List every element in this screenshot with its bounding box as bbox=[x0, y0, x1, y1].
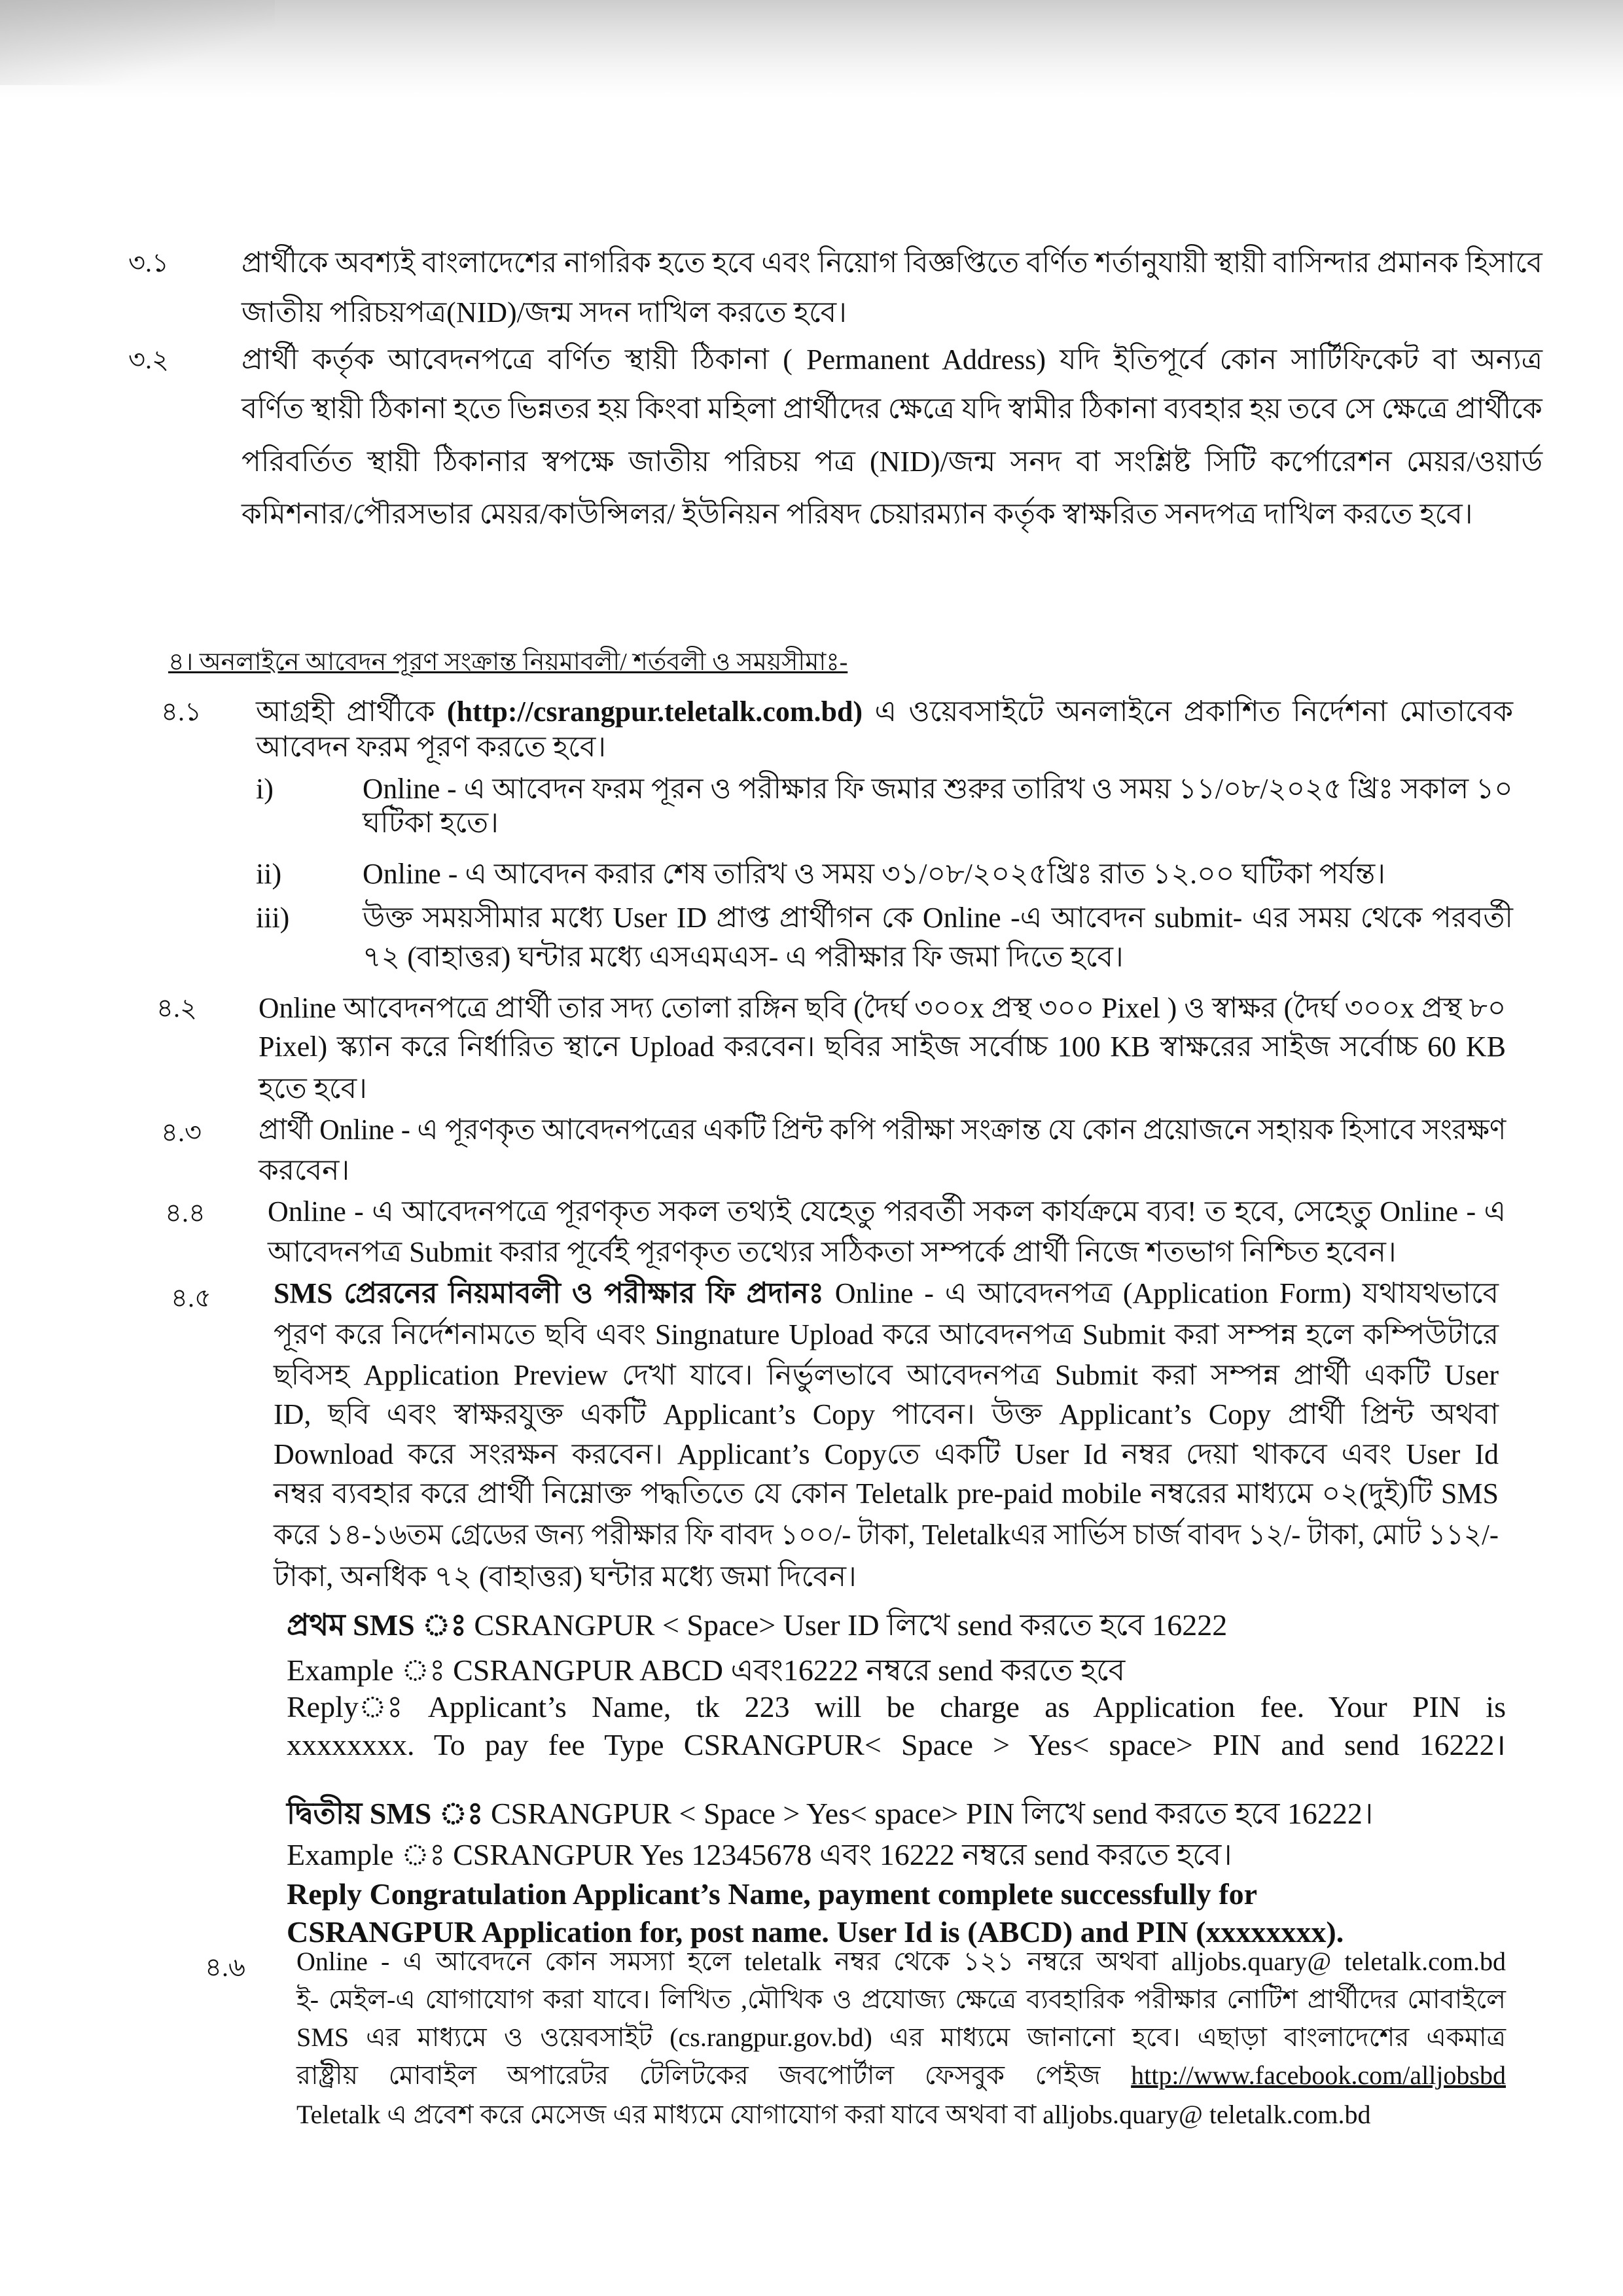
item-3-1-number: ৩.১ bbox=[128, 248, 169, 277]
sub-item-iii-line-1: উক্ত সময়সীমার মধ্যে User ID প্রাপ্ত প্রার্থীগন কে Online -এ আবেদন submit- এর সময় থেকে পরবর্তী bbox=[363, 902, 1513, 934]
item-4-6-line-2: ই- মেইল-এ যোগাযোগ করা যাবে। লিখিত ,মৌখিক ও প্রযোজ্য ক্ষেত্রে ব্যবহারিক পরীক্ষার নোটিশ প্রার্থীদের মোবাইলে bbox=[296, 1985, 1506, 2014]
sub-item-iii-label: iii) bbox=[256, 902, 290, 934]
item-4-4-line-2: আবেদনপত্র Submit করার পূর্বেই পূরণকৃত তথ্যের সঠিকতা সম্পর্কে প্রার্থী নিজে শতভাগ নিশ্চিত হবেন। bbox=[268, 1236, 1397, 1268]
sub-item-i-line-1: Online - এ আবেদন ফরম পূরন ও পরীক্ষার ফি জমার শুরুর তারিখ ও সময় ১১/০৮/২০২৫ খ্রিঃ সকাল ১০ bbox=[363, 773, 1513, 805]
item-4-2-line-2: Pixel) স্ক্যান করে নির্ধারিত স্থানে Upload করবেন। ছবির সাইজ সর্বোচ্চ 100 KB স্বাক্ষরের সাইজ সর্বোচ্চ 60 KB bbox=[259, 1031, 1506, 1063]
teletalk-url: (http://csrangpur.teletalk.com.bd) bbox=[446, 696, 863, 728]
item-4-4-line-1: Online - এ আবেদনপত্রে পূরণকৃত সকল তথ্যই যেহেতু পরবর্তী সকল কার্যক্রমে ব্যব! ত হবে, সেহেতু Online - এ bbox=[268, 1195, 1506, 1227]
item-3-2-line-4: কমিশনার/পৌরসভার মেয়র/কাউন্সিলর/ ইউনিয়ন পরিষদ চেয়ারম্যান কর্তৃক স্বাক্ষরিত সনদপত্র দাখিল করতে হবে। bbox=[241, 498, 1473, 530]
sub-item-iii-line-2: ৭২ (বাহাত্তর) ঘন্টার মধ্যে এসএমএস- এ পরীক্ষার ফি জমা দিতে হবে। bbox=[363, 941, 1124, 973]
item-4-5-line-3: ছবিসহ Application Preview দেখা যাবে। নির্ভুলভাবে আবেদনপত্র Submit করা সম্পন্ন প্রার্থী একটি User bbox=[274, 1359, 1499, 1391]
item-4-1-line-1-post: এ ওয়েবসাইটে অনলাইনে প্রকাশিত নির্দেশনা মোতাবেক bbox=[863, 696, 1513, 728]
item-4-2-line-1: Online আবেদনপত্রে প্রার্থী তার সদ্য তোলা রঙ্গিন ছবি (দৈর্ঘ ৩০০x প্রস্থ ৩০০ Pixel ) ও স্বাক্ষর (দৈর্ঘ ৩০০x প্রস্থ ৮০ bbox=[259, 992, 1507, 1024]
item-4-5-line-2: পূরণ করে নির্দেশনামতে ছবি এবং Singnature Upload করে আবেদনপত্র Submit করা সম্পন্ন হলে কম্পিউটারে bbox=[274, 1318, 1499, 1351]
facebook-page-link[interactable]: http://www.facebook.com/alljobsbd bbox=[1131, 2060, 1506, 2090]
item-3-2-line-1: প্রার্থী কর্তৃক আবেদনপত্রে বর্ণিত স্থায়ী ঠিকানা ( Permanent Address) যদি ইতিপূর্বে কোন সার্টিফিকেট বা অন্যত্র bbox=[241, 344, 1543, 376]
sms-first-reply-line-2: xxxxxxxx. To pay fee Type CSRANGPUR< Space > Yes< space> PIN and send 16222। bbox=[287, 1728, 1506, 1761]
item-4-6-line-1: Online - এ আবেদনে কোন সমস্যা হলে teletalk নম্বর থেকে ১২১ নম্বরে অথবা alljobs.quary@ teletalk.com.bd bbox=[296, 1947, 1506, 1976]
sub-item-ii-label: ii) bbox=[256, 858, 282, 890]
item-4-1-number: ৪.১ bbox=[161, 697, 202, 726]
item-4-5-line-4: ID, ছবি এবং স্বাক্ষরযুক্ত একটি Applicant’s Copy পাবেন। উক্ত Applicant’s Copy প্রার্থী প্রিন্ট অথবা bbox=[274, 1398, 1499, 1430]
item-4-6-line-4 bbox=[296, 2059, 1506, 2092]
sms-second-reply-line-2: CSRANGPUR Application for, post name. User Id is (ABCD) and PIN (xxxxxxxx). bbox=[287, 1915, 1344, 1949]
item-3-2-number: ৩.২ bbox=[128, 345, 169, 374]
sms-second-format: CSRANGPUR < Space > Yes< space> PIN লিখে send করতে হবে 16222। bbox=[483, 1797, 1374, 1830]
scan-corner-shadow bbox=[0, 0, 275, 85]
sms-first-label: প্রথম SMS ঃ bbox=[287, 1608, 467, 1642]
sms-first-format: CSRANGPUR < Space> User ID লিখে send করতে হবে 16222 bbox=[466, 1608, 1228, 1642]
sms-second-example: Example ঃ CSRANGPUR Yes 12345678 এবং 16222 নম্বরে send করতে হবে। bbox=[287, 1838, 1232, 1871]
item-3-1-line-1: প্রার্থীকে অবশ্যই বাংলাদেশের নাগরিক হতে হবে এবং নিয়োগ বিজ্ঞপ্তিতে বর্ণিত শর্তানুযায়ী স্থায়ী বাসিন্দার প্রমানক হিসাবে bbox=[241, 247, 1543, 279]
item-4-5-line-7: করে ১৪-১৬তম গ্রেডের জন্য পরীক্ষার ফি বাবদ ১০০/- টাকা, Teletalkএর সার্ভিস চার্জ বাবদ ১২/- টাকা, মোট ১১২/- bbox=[274, 1519, 1499, 1551]
sms-first-reply-line-1: Replyঃ Applicant’s Name, tk 223 will be charge as Application fee. Your PIN is bbox=[287, 1690, 1506, 1723]
item-4-4-number: ৪.৪ bbox=[165, 1198, 205, 1227]
section-4-heading: ৪। অনলাইনে আবেদন পূরণ সংক্রান্ত নিয়মাবলী/ শর্তবলী ও সময়সীমাঃ- bbox=[168, 648, 848, 676]
sms-first-line-1 bbox=[287, 1606, 1506, 1644]
item-4-6-line-4-pre: রাষ্ট্রীয় মোবাইল অপারেটর টেলিটকের জবপোর্টাল ফেসবুক পেইজ bbox=[296, 2060, 1132, 2090]
item-4-5-number: ৪.৫ bbox=[171, 1283, 211, 1313]
item-4-1-line-2: আবেদন ফরম পূরণ করতে হবে। bbox=[256, 731, 607, 763]
sub-item-i-label: i) bbox=[256, 773, 274, 805]
item-4-5-line-1-rest: Online - এ আবেদনপত্র (Application Form) যথাযথভাবে bbox=[823, 1277, 1499, 1309]
item-4-5-line-1 bbox=[274, 1275, 1499, 1312]
item-4-6-number: ৪.৬ bbox=[205, 1952, 245, 1982]
sms-second-line-1 bbox=[287, 1795, 1506, 1833]
sms-second-label: দ্বিতীয় SMS ঃ bbox=[287, 1797, 484, 1830]
item-3-1-line-2: জাতীয় পরিচয়পত্র(NID)/জন্ম সদন দাখিল করতে হবে। bbox=[241, 296, 847, 328]
item-4-2-number: ৪.২ bbox=[156, 993, 197, 1023]
sms-second-reply-line-1: Reply Congratulation Applicant’s Name, payment complete successfully for bbox=[287, 1877, 1257, 1911]
sub-item-ii-line-1: Online - এ আবেদন করার শেষ তারিখ ও সময় ৩১/০৮/২০২৫খ্রিঃ রাত ১২.০০ ঘটিকা পর্যন্ত। bbox=[363, 858, 1385, 890]
sub-item-i-line-2: ঘটিকা হতে। bbox=[363, 807, 499, 839]
item-4-3-line-1: প্রার্থী Online - এ পূরণকৃত আবেদনপত্রের একটি প্রিন্ট কপি পরীক্ষা সংক্রান্ত যে কোন প্রয়োজনে সহায়ক হিসাবে সংরক্ষণ bbox=[259, 1114, 1507, 1146]
item-3-2-line-2: বর্ণিত স্থায়ী ঠিকানা হতে ভিন্নতর হয় কিংবা মহিলা প্রার্থীদের ক্ষেত্রে যদি স্বামীর ঠিকানা ব্যবহার হয় তবে সে ক্ষেত্রে প্রার্থীকে bbox=[241, 393, 1543, 425]
item-4-1-line-1-pre: আগ্রহী প্রার্থীকে bbox=[256, 696, 447, 728]
item-4-5-line-8: টাকা, অনধিক ৭২ (বাহাত্তর) ঘন্টার মধ্যে জমা দিবেন। bbox=[274, 1561, 857, 1593]
item-4-5-line-6: নম্বর ব্যবহার করে প্রার্থী নিম্নোক্ত পদ্ধতিতে যে কোন Teletalk pre-paid mobile নম্বরের মাধ্যমে ০২(দুই)টি SMS bbox=[274, 1477, 1499, 1510]
item-4-2-line-3: হতে হবে। bbox=[259, 1072, 367, 1104]
item-4-6-line-5: Teletalk এ প্রবেশ করে মেসেজ এর মাধ্যমে যোগাযোগ করা যাবে অথবা বা alljobs.quary@ teletalk.com.bd bbox=[296, 2100, 1371, 2129]
item-4-5-line-5: Download করে সংরক্ষন করবেন। Applicant’s Copyতে একটি User Id নম্বর দেয়া থাকবে এবং User Id bbox=[274, 1438, 1499, 1470]
item-4-1-line-1 bbox=[256, 694, 1513, 730]
item-4-3-line-2: করবেন। bbox=[259, 1154, 350, 1186]
item-4-6-line-3: SMS এর মাধ্যমে ও ওয়েবসাইট (cs.rangpur.gov.bd) এর মাধ্যমে জানানো হবে। এছাড়া বাংলাদেশের একমাত্র bbox=[296, 2022, 1506, 2052]
item-4-3-number: ৪.৩ bbox=[161, 1118, 202, 1147]
item-4-5-title: SMS প্রেরনের নিয়মাবলী ও পরীক্ষার ফি প্রদানঃ bbox=[274, 1277, 824, 1309]
sms-first-example: Example ঃ CSRANGPUR ABCD এবং16222 নম্বরে send করতে হবে bbox=[287, 1653, 1126, 1687]
item-3-2-line-3: পরিবর্তিত স্থায়ী ঠিকানার স্বপক্ষে জাতীয় পরিচয় পত্র (NID)/জন্ম সনদ বা সংশ্লিষ্ট সিটি কর্পোরেশন মেয়র/ওয়ার্ড bbox=[241, 446, 1543, 478]
